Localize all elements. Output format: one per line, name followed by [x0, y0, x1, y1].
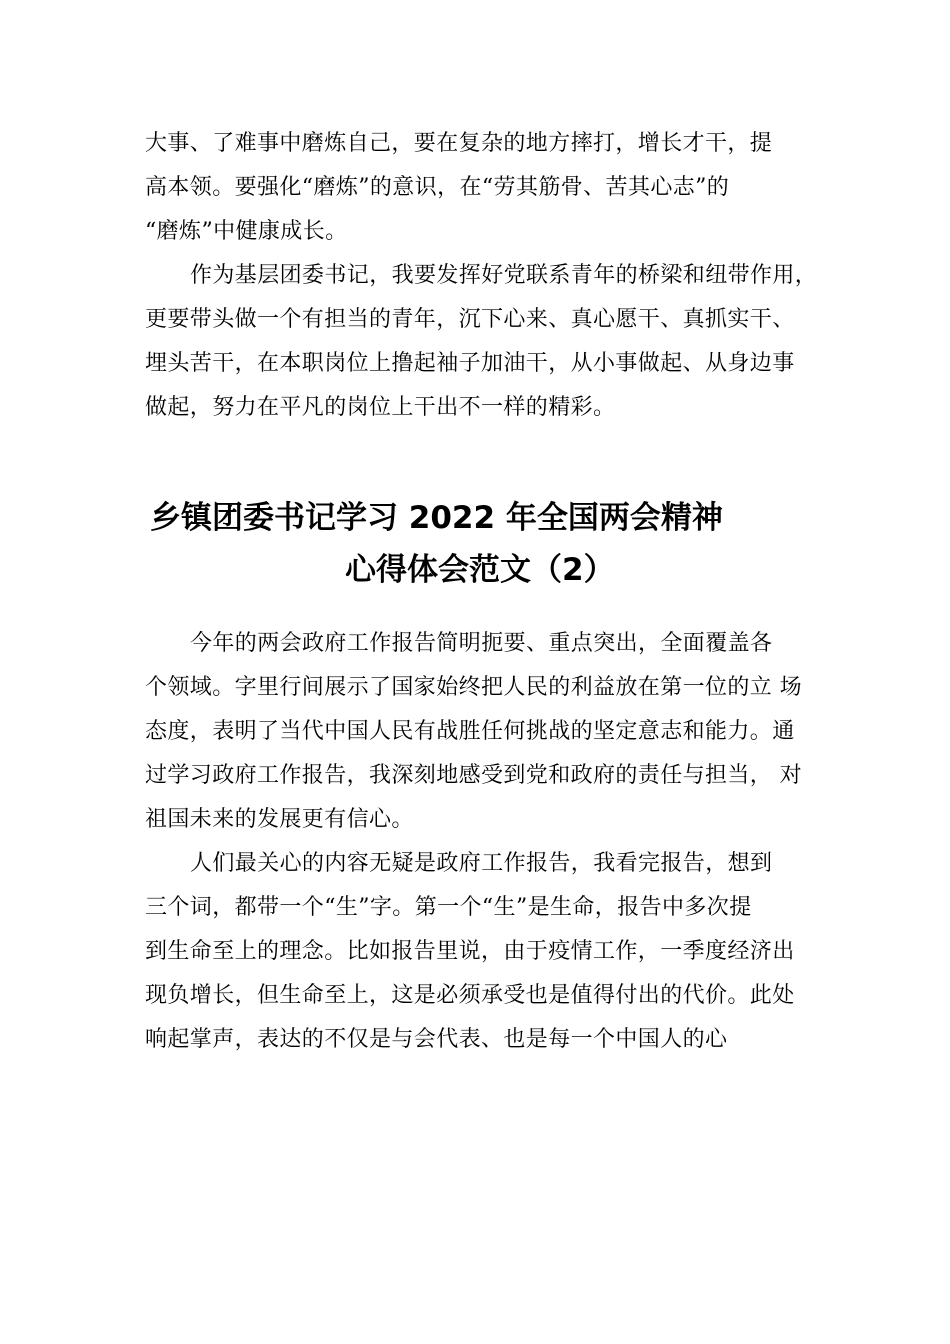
text-line: 埋头苦干，在本职岗位上撸起袖子加油干，从小事做起、从身边事 — [145, 351, 795, 376]
text-line: 高本领。要强化“磨炼”的意识，在“劳其筋骨、苦其心志”的 — [145, 175, 730, 200]
text-line: 响起掌声，表达的不仅是与会代表、也是每一个中国人的心 — [145, 1027, 728, 1052]
section1-paragraph2 — [145, 254, 835, 430]
text-line: 今年的两会政府工作报告简明扼要、重点突出，全面覆盖各 — [190, 631, 773, 656]
text-line: 人们最关心的内容无疑是政府工作报告，我看完报告，想到 — [190, 851, 773, 876]
text-line: 到生命至上的理念。比如报告里说，由于疫情工作，一季度经济出 — [145, 939, 795, 964]
text-line: 态度，表明了当代中国人民有战胜任何挑战的坚定意志和能力。通 — [145, 719, 795, 744]
text-line: 大事、了难事中磨炼自己，要在复杂的地方摔打，增长才干，提 — [145, 131, 773, 156]
text-line: “磨炼”中健康成长。 — [145, 219, 348, 244]
heading-line-1: 乡镇团委书记学习 2022 年全国两会精神 — [150, 500, 723, 536]
text-line: 现负增长，但生命至上，这是必须承受也是值得付出的代价。此处 — [145, 983, 795, 1008]
text-line: 三个词，都带一个“生”字。第一个“生”是生命，报告中多次提 — [145, 895, 752, 920]
text-line: 祖国未来的发展更有信心。 — [145, 807, 414, 832]
section1-paragraph1 — [145, 122, 835, 254]
heading-line-2: 心得体会范文（2） — [345, 552, 615, 588]
section2-paragraph1 — [145, 622, 835, 842]
text-line: 个领域。字里行间展示了国家始终把人民的利益放在第一位的立 场 — [145, 675, 802, 700]
text-line: 更要带头做一个有担当的青年，沉下心来、真心愿干、真抓实干、 — [145, 307, 795, 332]
text-line: 过学习政府工作报告，我深刻地感受到党和政府的责任与担当， 对 — [145, 763, 802, 788]
section2-paragraph2 — [145, 842, 835, 1062]
text-line: 作为基层团委书记，我要发挥好党联系青年的桥梁和纽带作用， — [190, 263, 818, 288]
text-line: 做起，努力在平凡的岗位上干出不一样的精彩。 — [145, 395, 616, 420]
